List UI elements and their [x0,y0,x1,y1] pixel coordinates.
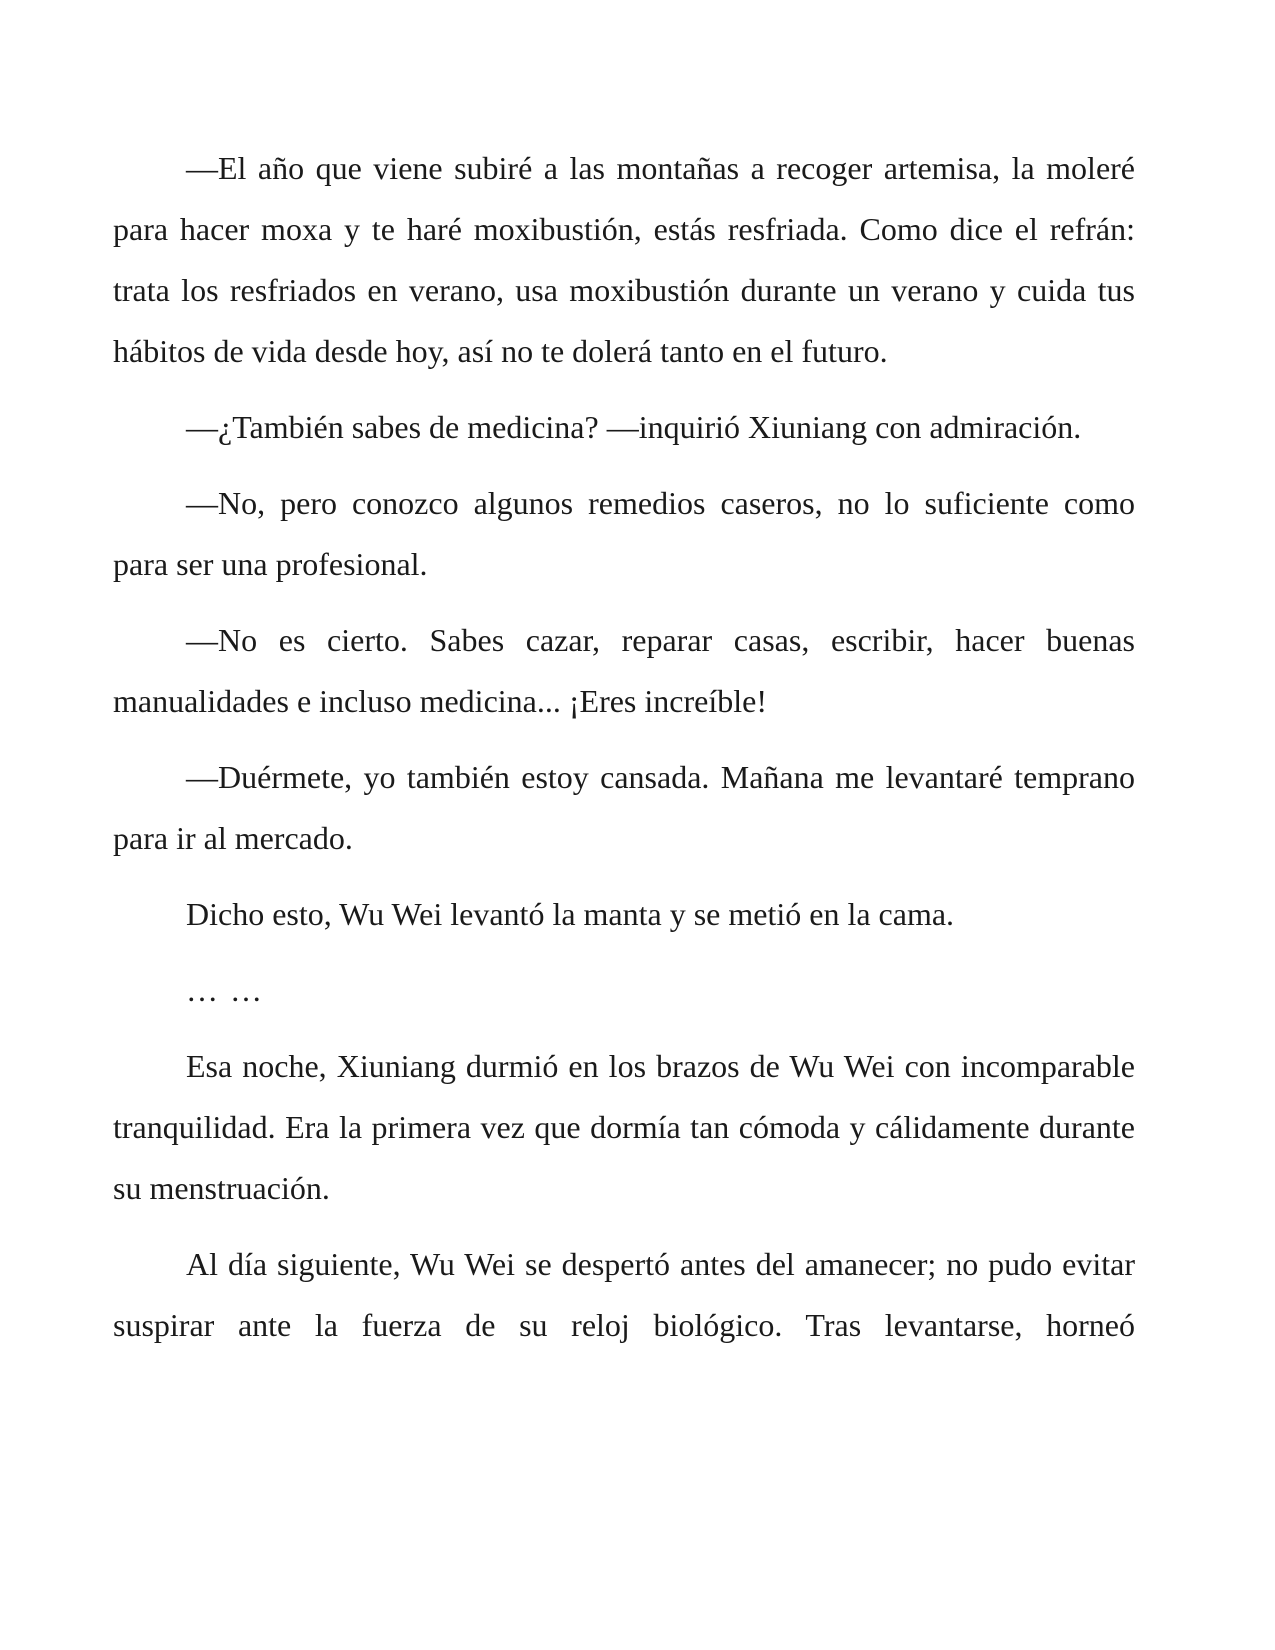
paragraph-medicine-question: —¿También sabes de medicina? —inquirió Xiuniang con admiración. [186,409,1082,445]
paragraph-incredible: —No es cierto. Sabes cazar, reparar casas, escribir, hacer buenas manualidades e incluso medicina... ¡Eres increíble! [113,622,1135,719]
paragraph-into-bed: Dicho esto, Wu Wei levantó la manta y se metió en la cama. [186,896,955,932]
paragraph-sleep: —Duérmete, yo también estoy cansada. Mañana me levantaré temprano para ir al mercado. [113,759,1135,856]
paragraph-next-day: Al día siguiente, Wu Wei se despertó antes del amanecer; no pudo evitar suspirar ante la fuerza de su reloj biológico. Tras levantarse, horneó [113,1246,1135,1343]
paragraph-that-night: Esa noche, Xiuniang durmió en los brazos de Wu Wei con incomparable tranquilidad. Era la primera vez que dormía tan cómoda y cálidamente durante su menstruación. [113,1048,1135,1206]
body-text [113,138,1135,1371]
section-break-ellipsis: … … [186,972,264,1008]
paragraph-home-remedies: —No, pero conozco algunos remedios caseros, no lo suficiente como para ser una profesional. [113,485,1135,582]
paragraph-moxibustion: —El año que viene subiré a las montañas a recoger artemisa, la moleré para hacer moxa y te haré moxibustión, estás resfriada. Como dice el refrán: trata los resfriados en verano, usa moxibustión durante un verano y cuida tus hábitos de vida desde hoy, así no te dolerá tanto en el futuro. [113,150,1135,369]
